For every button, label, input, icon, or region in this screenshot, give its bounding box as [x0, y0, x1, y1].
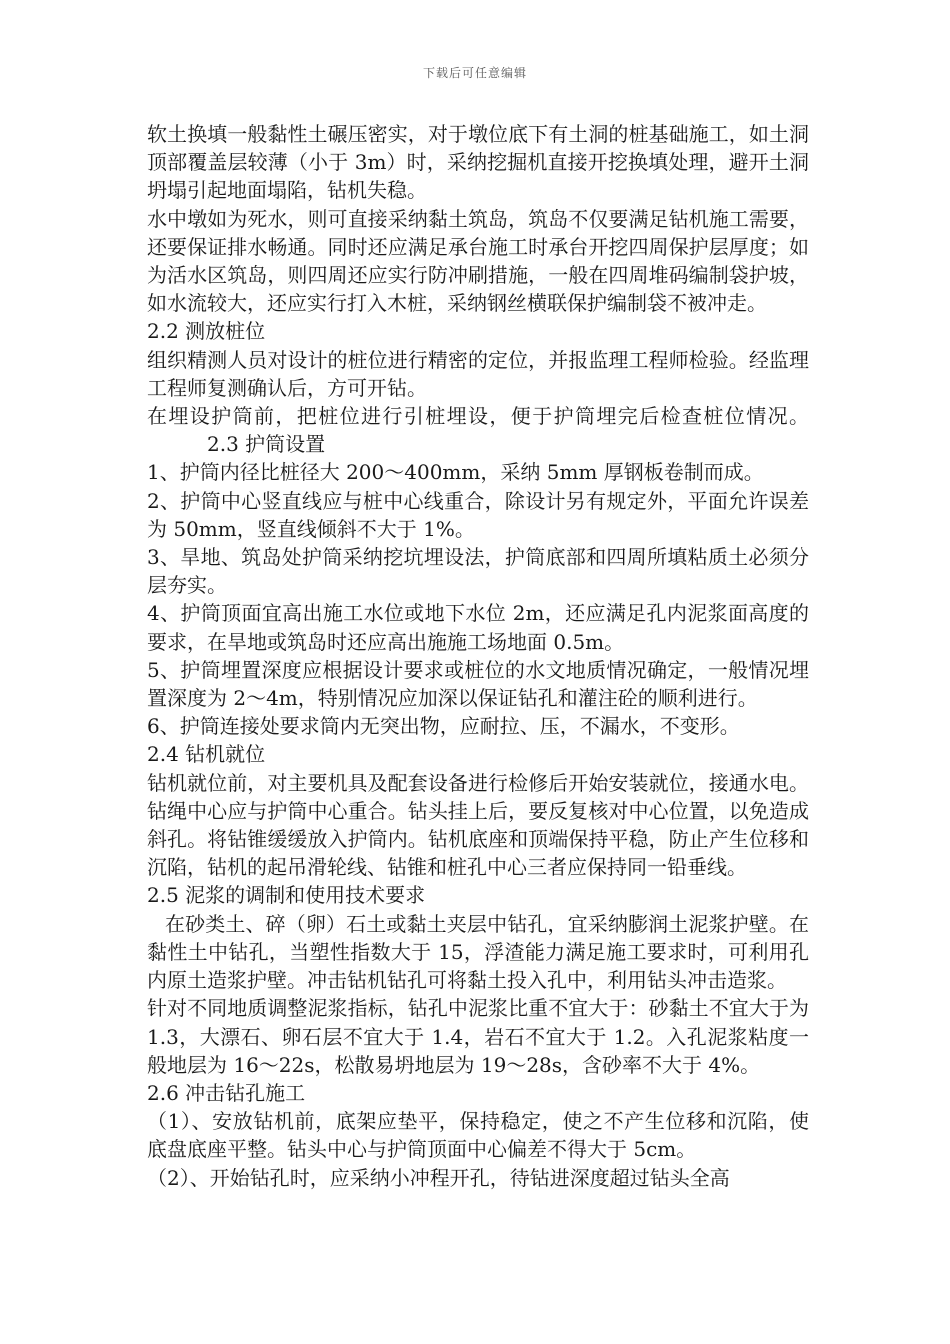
- section-heading-2-6: 2.6 冲击钻孔施工: [147, 1080, 306, 1105]
- list-item-casing-3: 3、旱地、筑岛处护筒采纳挖坑埋设法，护筒底部和四周所填粘质土必须分层夯实。: [147, 545, 809, 598]
- list-item-drilling-1: （1）、安放钻机前，底架应垫平，保持稳定，使之不产生位移和沉陷，使底盘底座平整。钻头中心与护筒顶面中心偏差不得大于 5cm。: [147, 1109, 809, 1162]
- document-body: [147, 120, 809, 1192]
- list-item-casing-6: 6、护筒连接处要求筒内无突出物，应耐拉、压，不漏水，不变形。: [147, 714, 740, 739]
- paragraph-mud-preparation: 在砂类土、碎（卵）石土或黏土夹层中钻孔，宜采纳膨润土泥浆护壁。在黏性土中钻孔，当塑性指数大于 15，浮渣能力满足施工要求时，可利用孔内原土造浆护壁。冲击钻机钻孔可将黏土投入孔中，利用钻头冲击造浆。: [147, 911, 809, 993]
- paragraph-mud-indicators: 针对不同地质调整泥浆指标，钻孔中泥浆比重不宜大于：砂黏土不宜大于为 1.3，大漂石、卵石层不宜大于 1.4，岩石不宜大于 1.2。入孔泥浆粘度一般地层为 16～22s，松散易坍地层为 19～28s，含砂率不大于 4%。: [147, 996, 809, 1077]
- paragraph-casing-prep: [147, 402, 809, 458]
- list-item-casing-2: 2、护筒中心竖直线应与桩中心线重合，除设计另有规定外，平面允许误差为 50mm，竖直线倾斜不大于 1%。: [147, 488, 809, 541]
- paragraph-drill-positioning: 钻机就位前，对主要机具及配套设备进行检修后开始安装就位，接通水电。钻绳中心应与护筒中心重合。钻头挂上后，要反复核对中心位置，以免造成斜孔。将钻锥缓缓放入护筒内。钻机底座和顶端保持平稳，防止产生位移和沉陷，钻机的起吊滑轮线、钻锥和桩孔中心三者应保持同一铅垂线。: [147, 770, 809, 880]
- list-item-casing-5: 5、护筒埋置深度应根据设计要求或桩位的水文地质情况确定，一般情况埋置深度为 2～4m，特别情况应加深以保证钻孔和灌注砼的顺利进行。: [147, 657, 809, 711]
- list-item-casing-4: 4、护筒顶面宜高出施工水位或地下水位 2m，还应满足孔内泥浆面高度的要求，在旱地或筑岛时还应高出施施工场地面 0.5m。: [147, 601, 809, 654]
- list-item-drilling-2: （2）、开始钻孔时，应采纳小冲程开孔，待钻进深度超过钻头全高: [147, 1165, 730, 1190]
- section-heading-2-4: 2.4 钻机就位: [147, 742, 266, 767]
- paragraph-survey: 组织精测人员对设计的桩位进行精密的定位，并报监理工程师检验。经监理工程师复测确认后，方可开钻。: [147, 347, 809, 400]
- section-heading-2-3: 2.3 护筒设置: [207, 432, 326, 457]
- page-header: 下载后可任意编辑: [422, 66, 527, 80]
- paragraph-water-pier: 水中墩如为死水，则可直接采纳黏土筑岛，筑岛不仅要满足钻机施工需要，还要保证排水畅通。同时还应满足承台施工时承台开挖四周保护层厚度；如为活水区筑岛，则四周还应实行防冲刷措施，一般在四周堆码编制袋护坡，如水流较大，还应实行打入木桩，采纳钢丝横联保护编制袋不被冲走。: [147, 206, 809, 316]
- section-heading-2-2: 2.2 测放桩位: [147, 319, 266, 344]
- list-item-casing-1: 1、护筒内径比桩径大 200～400mm，采纳 5mm 厚钢板卷制而成。: [147, 460, 764, 485]
- paragraph-casing-prep-text: 在埋设护筒前，把桩位进行引桩埋设，便于护筒埋完后检查桩位情况。: [147, 404, 809, 429]
- paragraph-soft-soil: 软土换填一般黏性土碾压密实，对于墩位底下有土洞的桩基础施工，如土洞顶部覆盖层较薄（小于 3m）时，采纳挖掘机直接开挖换填处理，避开土洞坍塌引起地面塌陷，钻机失稳。: [147, 122, 809, 203]
- section-heading-2-5: 2.5 泥浆的调制和使用技术要求: [147, 883, 426, 908]
